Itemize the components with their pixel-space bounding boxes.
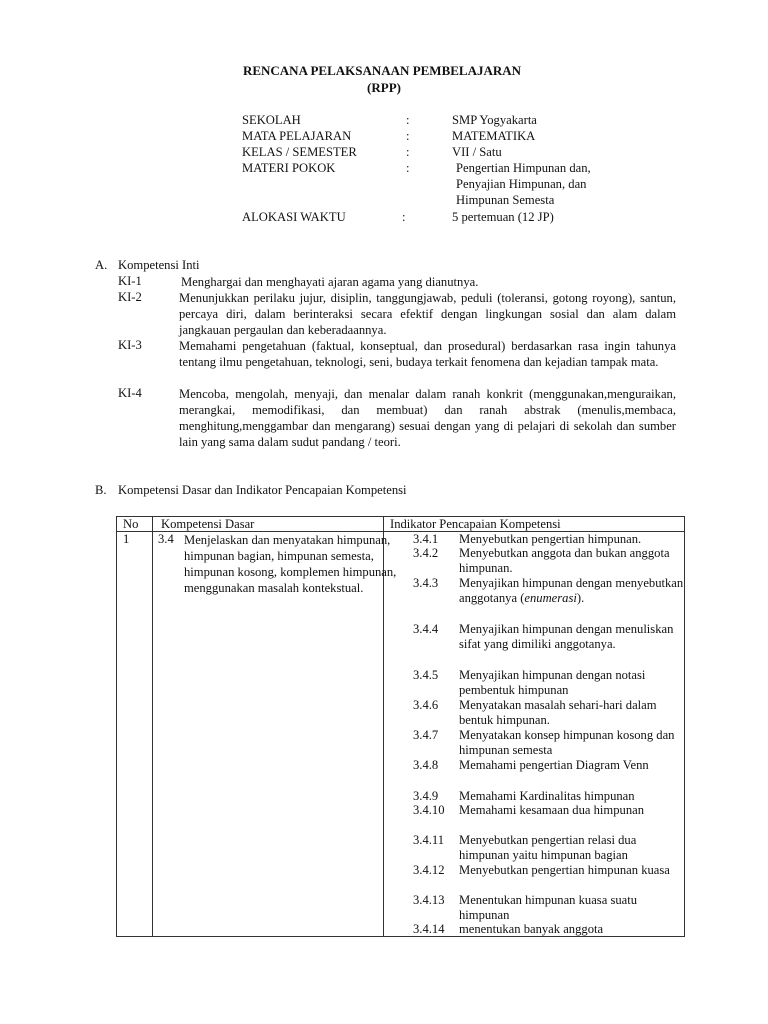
column-divider xyxy=(152,517,153,936)
indicator-text: Menyebutkan pengertian himpunan. xyxy=(459,532,642,546)
document-subtitle: (RPP) xyxy=(367,80,401,95)
indicator-number: 3.4.12 xyxy=(413,863,445,877)
info-value: 5 pertemuan (12 JP) xyxy=(452,210,554,224)
indicator-text: Menentukan himpunan kuasa suatu himpunan xyxy=(459,893,638,922)
indicator-number: 3.4.9 xyxy=(413,789,439,803)
info-label: ALOKASI WAKTU xyxy=(242,210,346,224)
indicator-number: 3.4.11 xyxy=(413,833,445,847)
document-title: RENCANA PELAKSANAAN PEMBELAJARAN xyxy=(242,63,522,78)
table-header-indicator: Indikator Pencapaian Kompetensi xyxy=(390,517,561,531)
indicator-text: Menyajikan himpunan dengan menyebutkan anggotanya (enumerasi). xyxy=(459,576,684,605)
info-label: SEKOLAH xyxy=(242,113,301,127)
indicator-number: 3.4.6 xyxy=(413,698,439,712)
ki-text: Memahami pengetahuan (faktual, konseptual, dan prosedural) berdasarkan rasa ingin tahunya tentang ilmu pengetahuan, teknologi, seni, budaya terkait fenomena dan kejadian tampak mata. xyxy=(179,339,676,369)
info-value-line: Himpunan Semesta xyxy=(456,193,555,207)
info-value: VII / Satu xyxy=(452,145,502,159)
indicator-text: Memahami Kardinalitas himpunan xyxy=(459,789,635,803)
ki-code: KI-2 xyxy=(118,290,142,304)
indicator-text: menentukan banyak anggota xyxy=(459,922,604,936)
info-label: MATERI POKOK xyxy=(242,161,336,175)
indicator-number: 3.4.10 xyxy=(413,803,445,817)
info-value: SMP Yogyakarta xyxy=(452,113,537,127)
indicator-number: 3.4.2 xyxy=(413,546,439,560)
indicator-text: Memahami kesamaan dua himpunan xyxy=(459,803,645,817)
indicator-text: Menyatakan masalah sehari-hari dalam bentuk himpunan. xyxy=(459,698,657,727)
indicator-number: 3.4.1 xyxy=(413,532,439,546)
ki-text: Menghargai dan menghayati ajaran agama yang dianutnya. xyxy=(181,275,479,289)
competency-table xyxy=(116,516,685,937)
indicator-text-italic: enumerasi xyxy=(524,591,577,605)
info-value-line: Pengertian Himpunan dan, xyxy=(456,161,591,175)
indicator-number: 3.4.3 xyxy=(413,576,439,590)
info-label: MATA PELAJARAN xyxy=(242,129,352,143)
indicator-text: Menyebutkan pengertian relasi dua himpunan yaitu himpunan bagian xyxy=(459,833,637,862)
section-letter: A. xyxy=(95,258,108,272)
info-label: KELAS / SEMESTER xyxy=(242,145,357,159)
info-colon: : xyxy=(406,161,410,175)
indicator-number: 3.4.13 xyxy=(413,893,445,907)
info-value: MATEMATIKA xyxy=(452,129,536,143)
indicator-text: Menyajikan himpunan dengan notasi pembentuk himpunan xyxy=(459,668,646,697)
ki-code: KI-1 xyxy=(118,274,142,288)
indicator-text: Memahami pengertian Diagram Venn xyxy=(459,758,649,772)
section-title: Kompetensi Dasar dan Indikator Pencapaian Kompetensi xyxy=(118,483,407,497)
info-colon: : xyxy=(406,129,410,143)
indicator-text-main: Menyajikan himpunan dengan menyebutkan anggotanya xyxy=(459,576,684,605)
info-colon: : xyxy=(406,113,410,127)
indicator-number: 3.4.8 xyxy=(413,758,439,772)
ki-text: Menunjukkan perilaku jujur, disiplin, tanggungjawab, peduli (toleransi, gotong royong), santun, percaya diri, dalam berinteraksi secara efektif dengan lingkungan sosial dan alam dalam jangkauan pergaulan dan keberadaannya. xyxy=(179,291,676,337)
ki-text: Mencoba, mengolah, menyaji, dan menalar dalam ranah konkrit (menggunakan,menguraikan, merangkai, memodifikasi, dan membuat) dan ranah abstrak (menulis,membaca, menghitung,menggambar dan mengarang) sesuai dengan yang di pelajari di sekolah dan sumber lain yang sama dalam sudut pandang / teori. xyxy=(179,387,676,449)
table-header-no: No xyxy=(123,517,139,531)
kd-code: 3.4 xyxy=(158,532,174,546)
indicator-text: Menyajikan himpunan dengan menuliskan sifat yang dimiliki anggotanya. xyxy=(459,622,674,651)
indicator-number: 3.4.14 xyxy=(413,922,445,936)
section-title: Kompetensi Inti xyxy=(118,258,200,272)
indicator-number: 3.4.5 xyxy=(413,668,439,682)
row-number: 1 xyxy=(123,532,130,546)
indicator-number: 3.4.7 xyxy=(413,728,439,742)
indicator-text: Menyebutkan pengertian himpunan kuasa xyxy=(459,863,670,877)
table-header-kd: Kompetensi Dasar xyxy=(161,517,255,531)
kd-text: Menjelaskan dan menyatakan himpunan, himpunan bagian, himpunan semesta, himpunan kosong, komplemen himpunan, menggunakan masalah kontekstual. xyxy=(184,533,397,595)
info-colon: : xyxy=(402,210,406,224)
section-letter: B. xyxy=(95,483,107,497)
indicator-number: 3.4.4 xyxy=(413,622,439,636)
info-value-line: Penyajian Himpunan, dan xyxy=(456,177,587,191)
ki-code: KI-4 xyxy=(118,386,142,400)
indicator-text: Menyebutkan anggota dan bukan anggota himpunan. xyxy=(459,546,670,575)
indicator-text: Menyatakan konsep himpunan kosong dan himpunan semesta xyxy=(459,728,675,757)
info-colon: : xyxy=(406,145,410,159)
ki-code: KI-3 xyxy=(118,338,142,352)
